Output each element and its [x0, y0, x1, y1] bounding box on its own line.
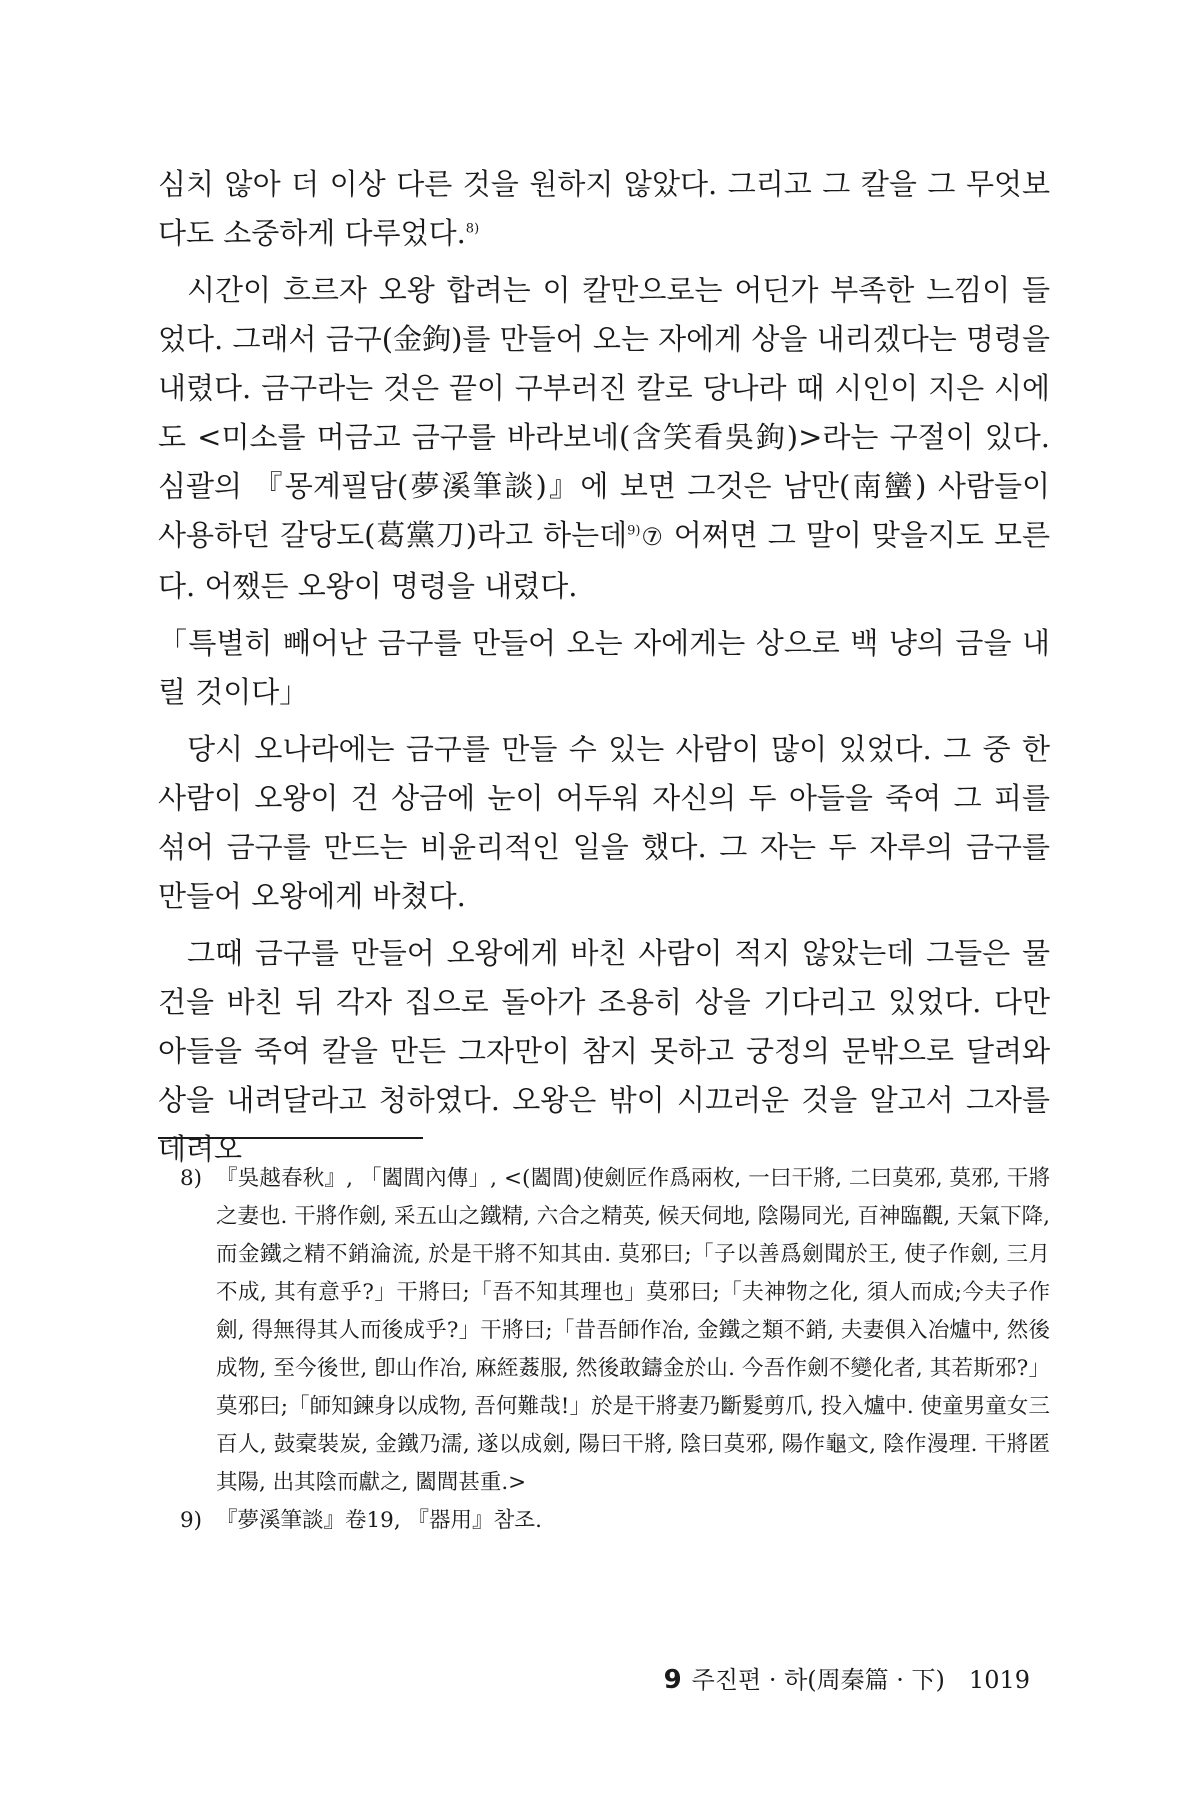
footnote-8 — [180, 1160, 1050, 1502]
paragraph-2-text-a: 시간이 흐르자 오왕 합려는 이 칼만으로는 어딘가 부족한 느낌이 들었다. 그래서 금구(金鉤)를 만들어 오는 자에게 상을 내리겠다는 명령을 내렸다. 금구라는 것은 끝이 구부러진 칼로 당나라 때 시인이 지은 시에도 <미소를 머금고 금구를 바라보네(含笑看吳鉤)>라는 구절이 있다. 심괄의 『몽계필담(夢溪筆談)』에 보면 그것은 남만(南蠻) 사람들이 사용하던 갈당도(葛黨刀)라고 하는데 — [158, 273, 1050, 552]
footnote-9-number: 9) — [180, 1508, 203, 1533]
footnote-9 — [180, 1502, 1050, 1540]
paragraph-2 — [158, 266, 1050, 611]
footnote-divider — [158, 1137, 423, 1139]
page-number: 1019 — [968, 1666, 1030, 1694]
paragraph-3-text: 「특별히 빼어난 금구를 만들어 오는 자에게는 상으로 백 냥의 금을 내릴 것이다」 — [158, 626, 1050, 709]
footnote-9-text: 『夢溪筆談』卷19, 『器用』참조. — [216, 1508, 542, 1533]
footnote-8-text: 『吳越春秋』, 「闔閭內傳」, <(闔閭)使劍匠作爲兩枚, 一曰干將, 二曰莫邪, 莫邪, 干將之妻也. 干將作劍, 采五山之鐵精, 六合之精英, 候天伺地, 陰陽同光, 百神臨觀, 天氣下降, 而金鐵之精不銷淪流, 於是干將不知其由. 莫邪曰;「子以善爲劍聞於王, 使子作劍, 三月不成, 其有意乎?」干將曰;「吾不知其理也」莫邪曰;「夫神物之化, 須人而成;今夫子作劍, 得無得其人而後成乎?」干將曰;「昔吾師作冶, 金鐵之類不銷, 夫妻俱入冶爐中, 然後成物, 至今後世, 卽山作冶, 麻絰葌服, 然後敢鑄金於山. 今吾作劍不變化者, 其若斯邪?」莫邪曰;「師知鍊身以成物, 吾何難哉!」於是干將妻乃斷髮剪爪, 投入爐中. 使童男童女三百人, 鼓槖裝炭, 金鐵乃濡, 遂以成劍, 陽曰干將, 陰曰莫邪, 陽作龜文, 陰作漫理. 干將匿其陽, 出其陰而獻之, 闔閭甚重.> — [216, 1166, 1050, 1495]
paragraph-2-text-b: 어쩌면 그 말이 맞을지도 모른다. 어쨌든 오왕이 명령을 내렸다. — [158, 518, 1051, 603]
chapter-number: 9 — [663, 1665, 682, 1695]
paragraph-3-quote — [158, 619, 1050, 717]
footnote-ref-9: 9) — [627, 523, 641, 539]
paragraph-4-text: 당시 오나라에는 금구를 만들 수 있는 사람이 많이 있었다. 그 중 한 사람이 오왕이 건 상금에 눈이 어두워 자신의 두 아들을 죽여 그 피를 섞어 금구를 만드는 비윤리적인 일을 했다. 그 자는 두 자루의 금구를 만들어 오왕에게 바쳤다. — [158, 732, 1050, 913]
circled-marker: ⑦ — [640, 523, 664, 551]
paragraph-1 — [158, 160, 1050, 258]
footnote-ref-8: 8) — [465, 221, 480, 237]
paragraph-5-text: 그때 금구를 만들어 오왕에게 바친 사람이 적지 않았는데 그들은 물건을 바친 뒤 각자 집으로 돌아가 조용히 상을 기다리고 있었다. 다만 아들을 죽여 칼을 만든 그자만이 참지 못하고 궁정의 문밖으로 달려와 상을 내려달라고 청하였다. 오왕은 밖이 시끄러운 것을 알고서 그자를 데려오 — [158, 936, 1050, 1166]
paragraph-4 — [158, 725, 1050, 921]
paragraph-1-text: 심치 않아 더 이상 다른 것을 원하지 않았다. 그리고 그 칼을 그 무엇보다도 소중하게 다루었다. — [158, 167, 1050, 250]
main-text — [158, 160, 1050, 1182]
running-footer — [664, 1660, 1030, 1695]
footnotes — [180, 1160, 1050, 1540]
footnote-8-number: 8) — [180, 1166, 203, 1191]
chapter-title: 주진편 · 하(周秦篇 · 下) — [691, 1666, 945, 1694]
